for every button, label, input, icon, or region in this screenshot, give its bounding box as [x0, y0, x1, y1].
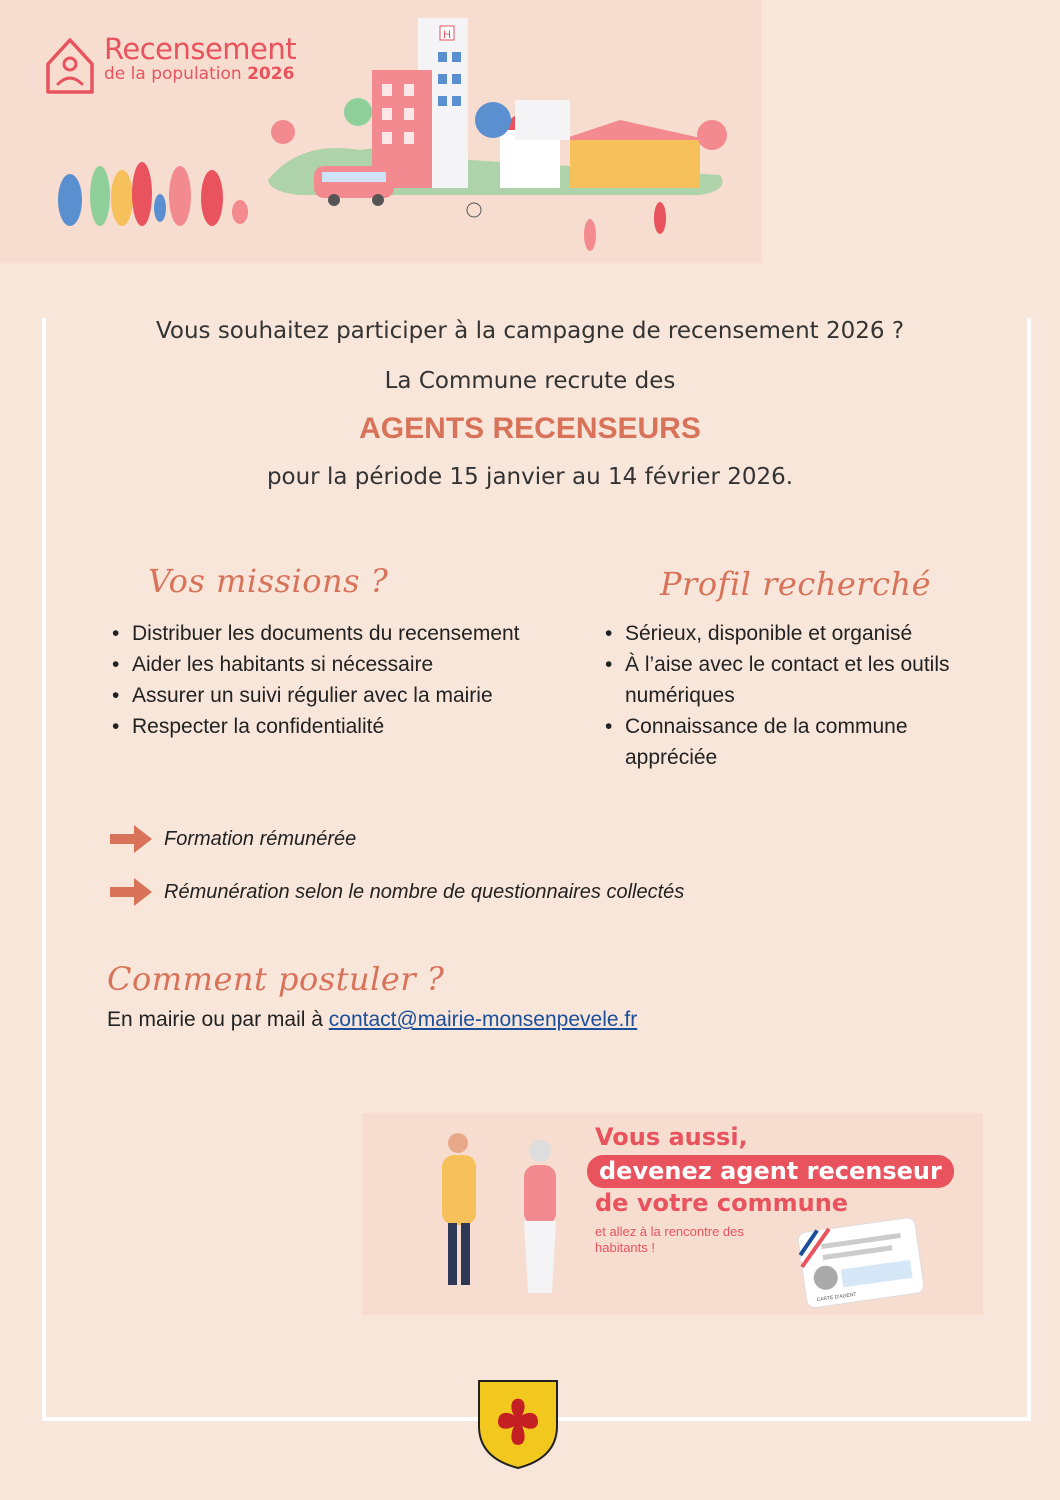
list-item: • Connaissance de la commune appréciée	[603, 711, 993, 773]
list-item: • Sérieux, disponible et organisé	[603, 618, 993, 649]
arrow-right-icon	[110, 825, 152, 853]
period-line: pour la période 15 janvier au 14 février 2026.	[266, 464, 794, 490]
recruitment-banner	[362, 1113, 983, 1315]
apply-label: En mairie ou par mail à	[107, 1008, 329, 1031]
contact-email-link[interactable]: contact@mairie-monsenpevele.fr	[328, 1008, 638, 1031]
agent-card-icon	[794, 1217, 924, 1309]
list-item: • Respecter la confidentialité	[110, 711, 530, 742]
logo-subtitle-text: de la population	[104, 64, 242, 84]
profile-title: Profil recherché	[660, 565, 932, 603]
banner-small-text: et allez à la rencontre des habitants !	[595, 1224, 744, 1255]
intro-question: Vous souhaitez participer à la campagne de recensement 2026 ?	[155, 318, 905, 344]
agents-heading: AGENTS RECENSEURS	[359, 412, 701, 445]
intro-line: La Commune recrute des	[384, 368, 676, 394]
census-logo	[44, 34, 296, 96]
list-item: • Distribuer les documents du recensement	[110, 618, 530, 649]
missions-list	[110, 618, 530, 742]
benefit-text: Rémunération selon le nombre de questionnaires collectés	[164, 880, 685, 903]
benefit-pay	[110, 878, 684, 906]
logo-year: 2026	[247, 64, 295, 84]
header-banner	[0, 0, 762, 263]
list-item: • Aider les habitants si nécessaire	[110, 649, 530, 680]
svg-text:H: H	[443, 29, 451, 41]
apply-text	[107, 1008, 637, 1032]
profile-list	[603, 618, 993, 773]
card-label: CARTE D'AGENT	[816, 1291, 857, 1304]
apply-title: Comment postuler ?	[107, 960, 445, 998]
banner-line3: de votre commune	[595, 1189, 849, 1217]
missions-title: Vos missions ?	[148, 562, 389, 600]
list-item: • Assurer un suivi régulier avec la mairie	[110, 680, 530, 711]
logo-subtitle	[104, 64, 296, 84]
coat-of-arms-icon	[476, 1378, 560, 1470]
arrow-right-icon	[110, 878, 152, 906]
house-person-icon	[44, 34, 96, 96]
banner-line1: Vous aussi,	[595, 1123, 748, 1151]
banner-highlight: devenez agent recenseur	[587, 1155, 954, 1188]
logo-title: Recensement	[104, 32, 297, 66]
list-item: • À l’aise avec le contact et les outils numériques	[603, 649, 993, 711]
benefit-training	[110, 825, 356, 853]
benefit-text: Formation rémunérée	[164, 827, 357, 850]
